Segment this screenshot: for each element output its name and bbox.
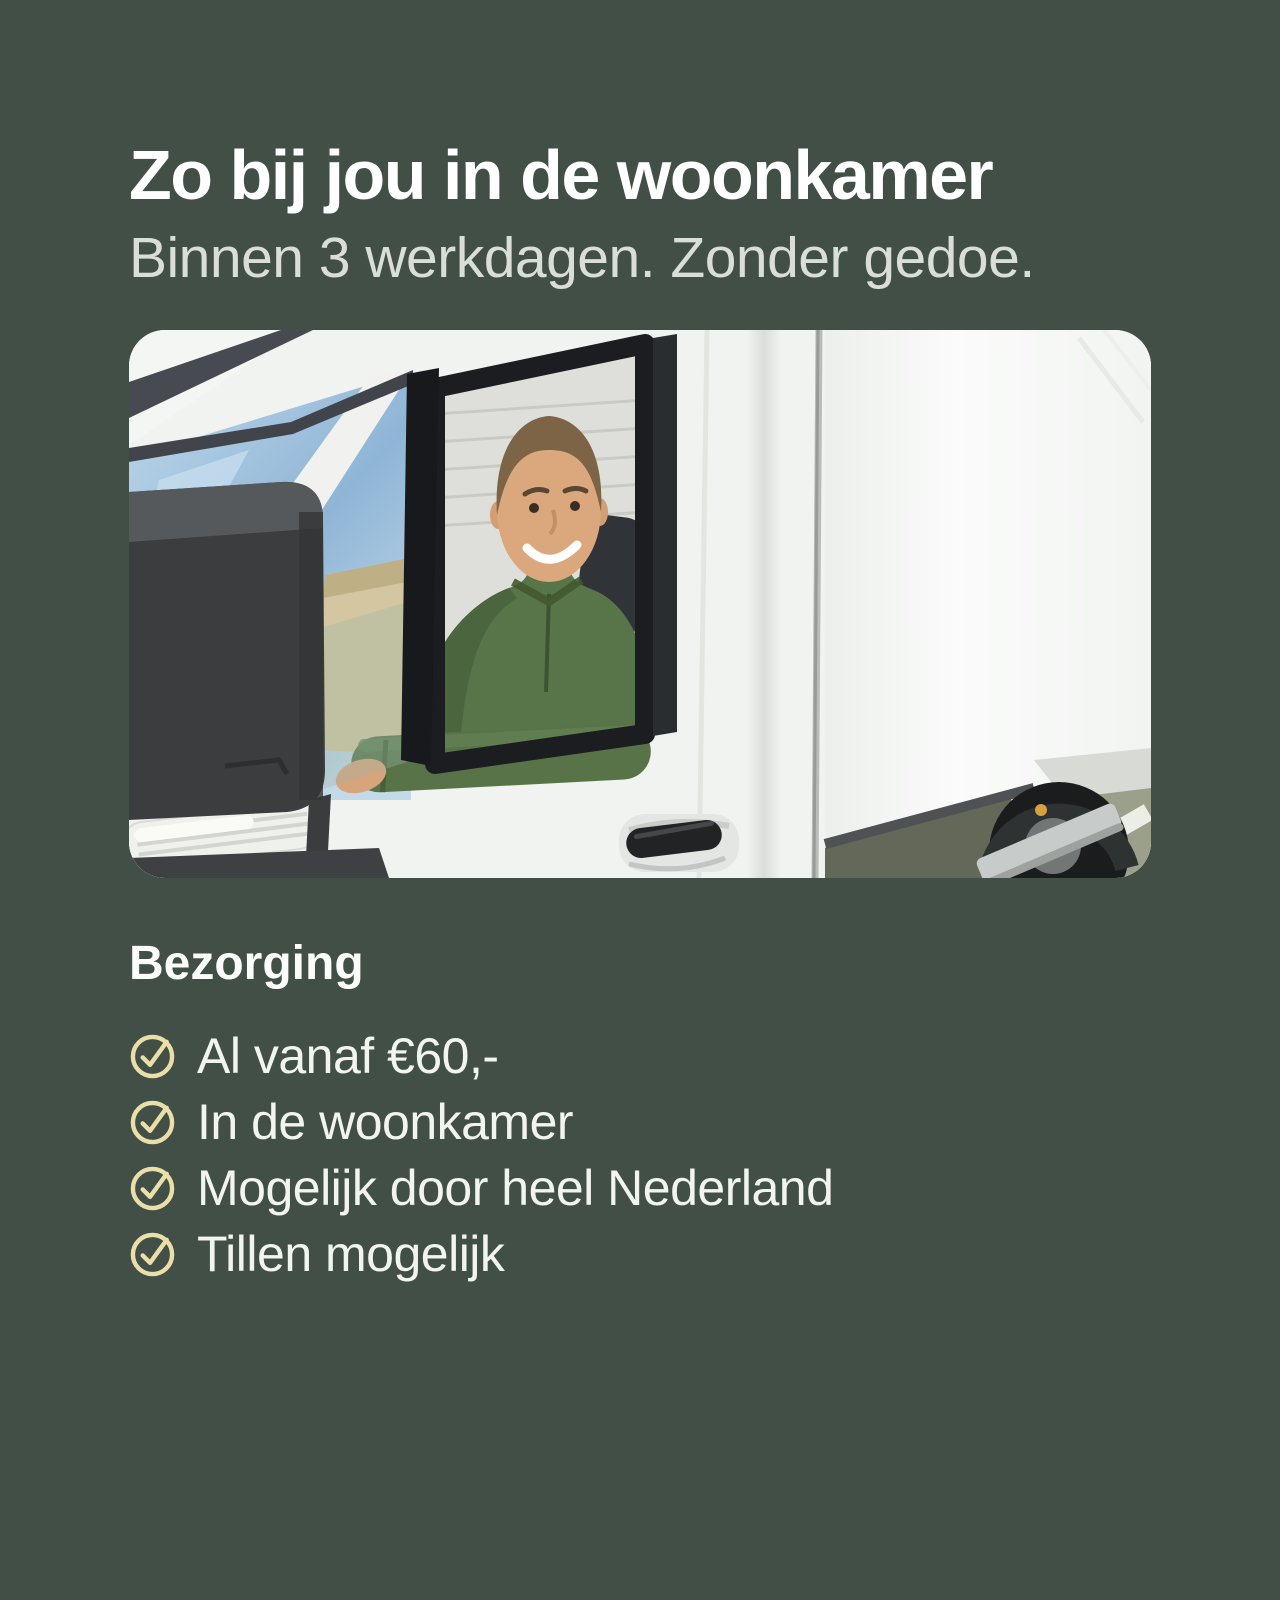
door-handle <box>619 814 739 872</box>
check-circle-icon <box>129 1033 176 1080</box>
eye <box>529 503 539 513</box>
delivery-heading: Bezorging <box>129 937 364 990</box>
marker-light <box>1035 804 1047 816</box>
list-item <box>129 1023 1151 1089</box>
list-item <box>129 1089 1151 1155</box>
side-mirror <box>129 482 325 820</box>
benefit-label: Al vanaf €60,- <box>197 1028 499 1084</box>
delivery-benefits-list <box>129 1023 1151 1287</box>
page-subtitle: Binnen 3 werkdagen. Zonder gedoe. <box>129 226 1035 290</box>
check-circle-icon <box>129 1231 176 1278</box>
check-circle-icon <box>129 1165 176 1212</box>
check-circle-icon <box>129 1099 176 1146</box>
list-item <box>129 1155 1151 1221</box>
benefit-label: Mogelijk door heel Nederland <box>197 1160 834 1216</box>
benefit-label: Tillen mogelijk <box>197 1226 505 1282</box>
eye <box>570 501 580 511</box>
van-photo-illustration <box>129 330 1151 878</box>
benefit-label: In de woonkamer <box>197 1094 574 1150</box>
list-item <box>129 1221 1151 1287</box>
delivery-van-photo <box>129 330 1151 878</box>
page-title: Zo bij jou in de woonkamer <box>129 136 993 214</box>
